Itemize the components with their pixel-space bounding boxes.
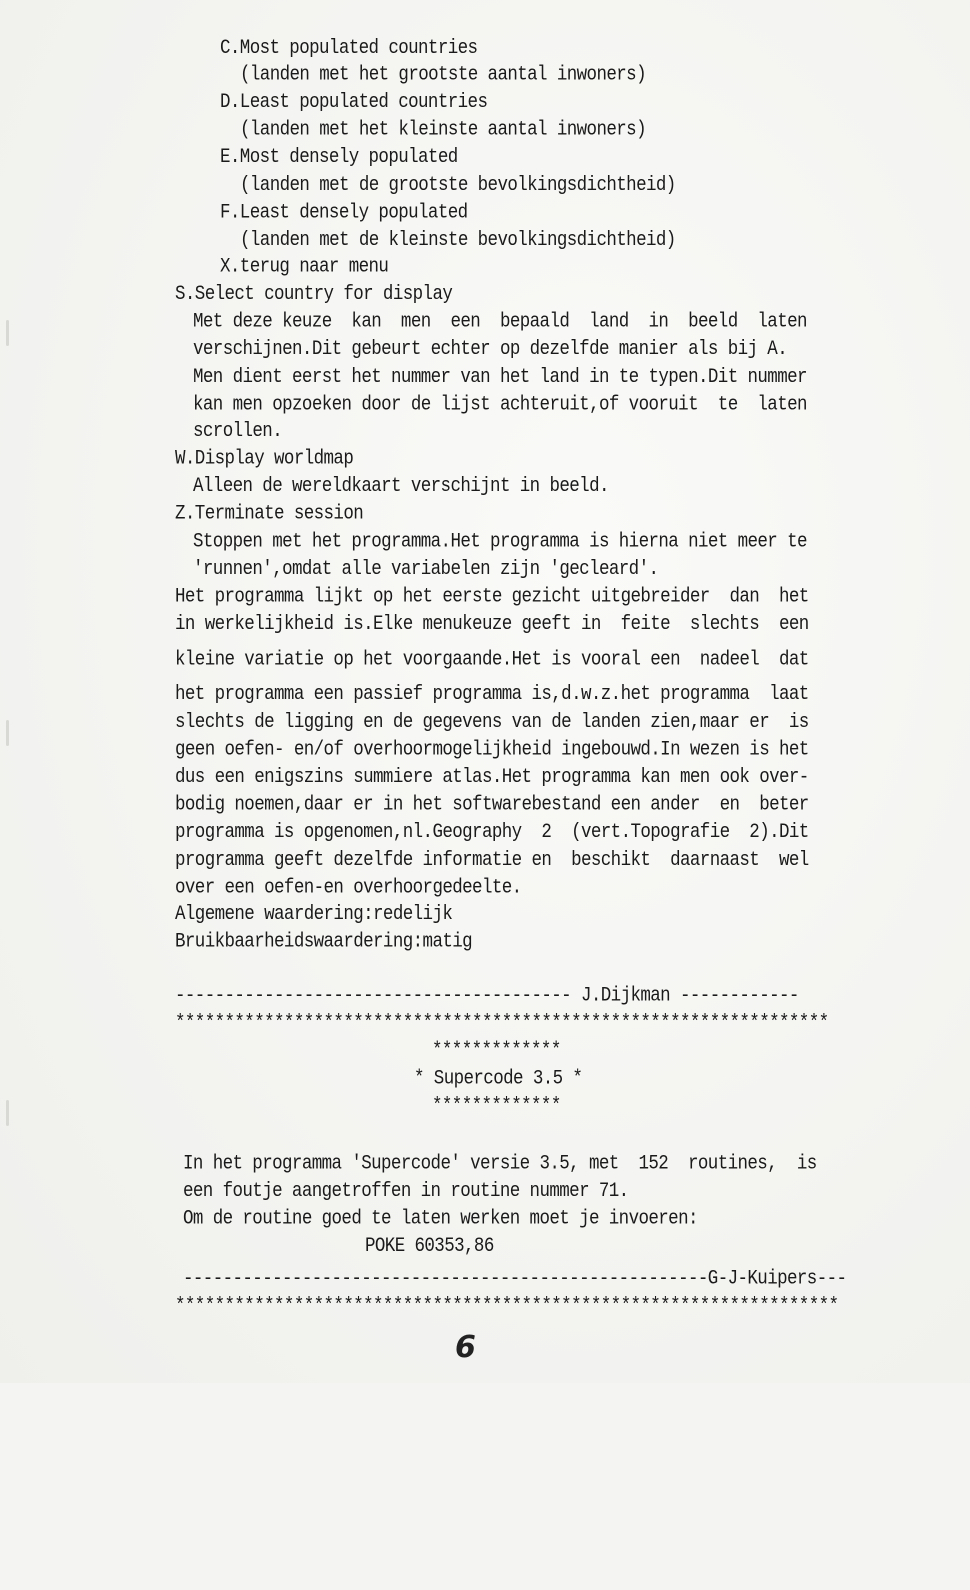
option-z-line: Stoppen met het programma.Het programma is hierna niet meer te: [193, 530, 807, 554]
menu-item-d-translation: (landen met het kleinste aantal inwoners): [240, 118, 646, 142]
review-line: slechts de ligging en de gegevens van de landen zien,maar er is: [175, 710, 809, 734]
star-separator: ******************************************************************: [175, 1012, 829, 1035]
supercode-box-bottom: *************: [432, 1094, 561, 1118]
review-line: Het programma lijkt op het eerste gezicht uitgebreider dan het: [175, 585, 809, 609]
rating-general: Algemene waardering:redelijk: [175, 902, 453, 926]
menu-item-e: E.Most densely populated: [220, 146, 458, 170]
review-line: programma is opgenomen,nl.Geography 2 (vert.Topografie 2).Dit: [175, 821, 809, 845]
menu-item-e-translation: (landen met de grootste bevolkingsdichtheid): [240, 173, 676, 197]
supercode-line: In het programma 'Supercode' versie 3.5, met 152 routines, is: [183, 1152, 817, 1176]
star-separator-bottom: *******************************************************************: [175, 1294, 839, 1318]
review-signature: ---------------------------------------- J.Dijkman ------------: [175, 984, 799, 1008]
option-w-line: Alleen de wereldkaart verschijnt in beeld.: [193, 474, 609, 498]
option-z-heading: Z.Terminate session: [175, 502, 364, 526]
option-s-line: kan men opzoeken door de lijst achteruit,of vooruit te laten: [193, 393, 807, 417]
poke-command: POKE 60353,86: [365, 1235, 494, 1259]
supercode-line: een foutje aangetroffen in routine nummer 71.: [183, 1179, 629, 1203]
review-line: kleine variatie op het voorgaande.Het is vooral een nadeel dat: [175, 648, 809, 672]
review-line: het programma een passief programma is,d.w.z.het programma laat: [175, 683, 809, 707]
option-s-line: Men dient eerst het nummer van het land in te typen.Dit nummer: [193, 365, 807, 389]
menu-item-c-translation: (landen met het grootste aantal inwoners): [240, 63, 646, 87]
review-line: dus een enigszins summiere atlas.Het programma kan men ook over-: [175, 765, 809, 789]
menu-item-c: C.Most populated countries: [220, 36, 478, 60]
supercode-title: * Supercode 3.5 *: [414, 1067, 583, 1091]
page-number: 6: [455, 1330, 476, 1365]
review-line: in werkelijkheid is.Elke menukeuze geeft in feite slechts een: [175, 612, 809, 636]
option-z-line: 'runnen',omdat alle variabelen zijn 'gecleard'.: [193, 557, 659, 581]
menu-item-f: F.Least densely populated: [220, 201, 468, 225]
menu-item-x: X.terug naar menu: [220, 255, 389, 279]
option-s-line: Met deze keuze kan men een bepaald land in beeld laten: [193, 310, 807, 334]
menu-item-d: D.Least populated countries: [220, 90, 488, 114]
menu-item-f-translation: (landen met de kleinste bevolkingsdichtheid): [240, 228, 676, 252]
option-s-heading: S.Select country for display: [175, 282, 453, 306]
option-s-line: verschijnen.Dit gebeurt echter op dezelfde manier als bij A.: [193, 338, 788, 362]
supercode-line: Om de routine goed te laten werken moet je invoeren:: [183, 1207, 698, 1231]
option-s-line: scrollen.: [193, 419, 283, 443]
rating-usability: Bruikbaarheidswaardering:matig: [175, 930, 473, 954]
review-line: programma geeft dezelfde informatie en beschikt daarnaast wel: [175, 848, 809, 872]
review-line: bodig noemen,daar er in het softwarebestand een ander en beter: [175, 793, 809, 817]
option-w-heading: W.Display worldmap: [175, 447, 354, 471]
supercode-signature: -----------------------------------------------------G-J-Kuipers---: [183, 1267, 847, 1291]
review-line: over een oefen-en overhoorgedeelte.: [175, 876, 522, 900]
review-line: geen oefen- en/of overhoormogelijkheid ingebouwd.In wezen is het: [175, 738, 809, 762]
supercode-box-top: *************: [432, 1039, 561, 1063]
